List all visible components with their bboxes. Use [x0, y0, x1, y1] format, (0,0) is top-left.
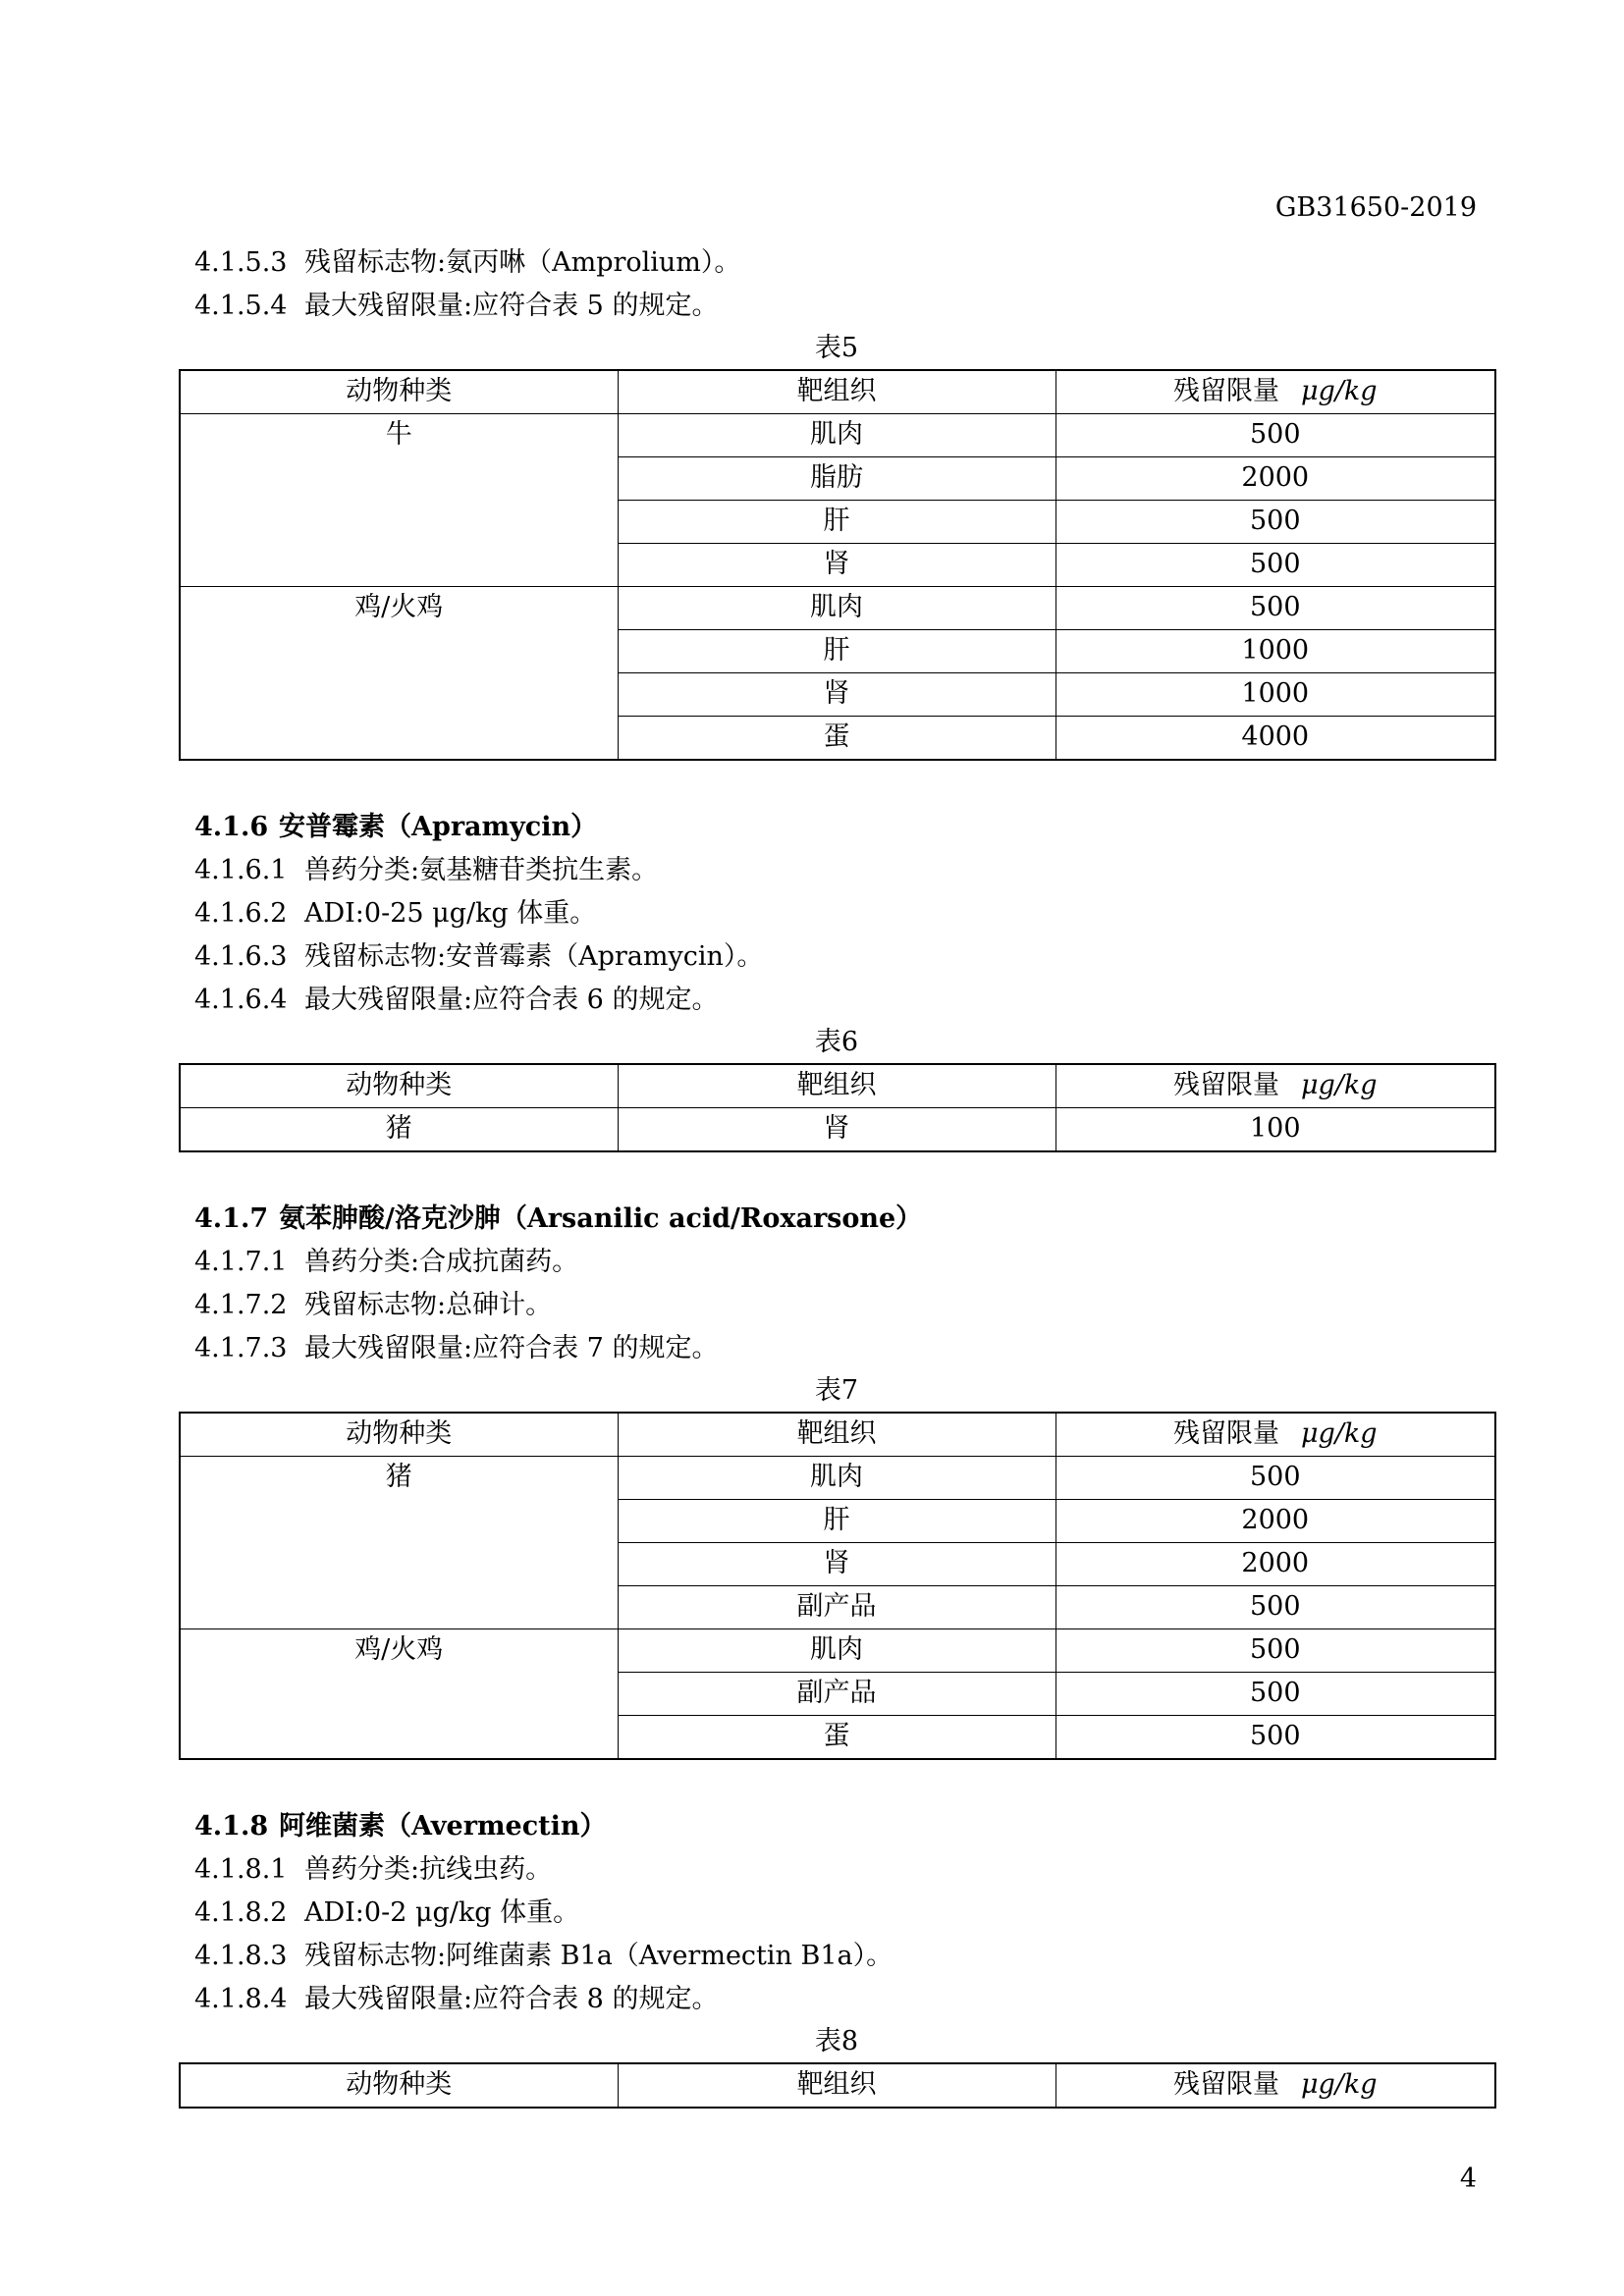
table-row [180, 1629, 1495, 1673]
clause-4-1-6-1: 4.1.6.1 兽药分类:氨基糖苷类抗生素。 [194, 855, 659, 885]
header-limit-unit: μg/kg [1300, 1418, 1378, 1449]
tissue-cell: 肌肉 [618, 1457, 1056, 1500]
tissue-cell: 副产品 [618, 1586, 1056, 1629]
limit-cell: 500 [1056, 587, 1495, 630]
header-limit [1056, 1064, 1495, 1108]
limit-cell: 500 [1056, 501, 1495, 544]
header-tissue: 靶组织 [618, 1064, 1056, 1108]
document-body [179, 241, 1494, 2109]
clause-4-1-7-3: 4.1.7.3 最大残留限量:应符合表 7 的规定。 [194, 1333, 719, 1363]
header-limit [1056, 370, 1495, 414]
tissue-cell: 肾 [618, 1543, 1056, 1586]
header-limit [1056, 1413, 1495, 1457]
residue-table-8 [179, 2062, 1496, 2109]
table-caption: 表7 [814, 1375, 859, 1406]
tissue-cell: 肌肉 [618, 1629, 1056, 1673]
animal-cell: 猪 [180, 1108, 618, 1152]
limit-cell: 500 [1056, 1716, 1495, 1760]
clause-4-1-8-2: 4.1.8.2 ADI:0-2 μg/kg 体重。 [194, 1897, 580, 1928]
section-heading-4-1-8: 4.1.8 阿维菌素（Avermectin） [194, 1811, 607, 1842]
limit-cell: 2000 [1056, 1500, 1495, 1543]
document-id: GB31650-2019 [1274, 192, 1477, 223]
tissue-cell: 肝 [618, 501, 1056, 544]
clause-4-1-6-2: 4.1.6.2 ADI:0-25 μg/kg 体重。 [194, 898, 597, 929]
header-row [180, 370, 1495, 414]
header-animal: 动物种类 [180, 1064, 618, 1108]
table-caption: 表6 [814, 1027, 859, 1057]
tissue-cell: 肾 [618, 673, 1056, 717]
tissue-cell: 肝 [618, 1500, 1056, 1543]
table-row [180, 1457, 1495, 1500]
tissue-cell: 肾 [618, 544, 1056, 587]
table-caption: 表8 [814, 2026, 859, 2056]
clause-4-1-5-4: 4.1.5.4 最大残留限量:应符合表 5 的规定。 [194, 291, 719, 321]
clause-4-1-6-3: 4.1.6.3 残留标志物:安普霉素（Apramycin）。 [194, 941, 764, 972]
limit-cell: 500 [1056, 544, 1495, 587]
header-tissue: 靶组织 [618, 370, 1056, 414]
clause-4-1-7-1: 4.1.7.1 兽药分类:合成抗菌药。 [194, 1247, 579, 1277]
header-tissue: 靶组织 [618, 2063, 1056, 2108]
residue-table-6 [179, 1063, 1496, 1152]
clause-4-1-5-3: 4.1.5.3 残留标志物:氨丙啉（Amprolium）。 [194, 247, 741, 278]
header-limit [1056, 2063, 1495, 2108]
clause-4-1-7-2: 4.1.7.2 残留标志物:总砷计。 [194, 1290, 553, 1320]
animal-cell: 猪 [180, 1457, 618, 1629]
header-limit-label: 残留限量 [1172, 1418, 1279, 1449]
animal-cell: 鸡/火鸡 [180, 587, 618, 761]
page-number: 4 [1459, 2163, 1477, 2194]
tissue-cell: 肌肉 [618, 414, 1056, 457]
header-row [180, 2063, 1495, 2108]
clause-4-1-8-4: 4.1.8.4 最大残留限量:应符合表 8 的规定。 [194, 1984, 719, 2014]
header-limit-unit: μg/kg [1300, 1070, 1378, 1100]
limit-cell: 500 [1056, 1586, 1495, 1629]
limit-cell: 4000 [1056, 717, 1495, 761]
limit-cell: 2000 [1056, 457, 1495, 501]
header-animal: 动物种类 [180, 370, 618, 414]
table-caption: 表5 [814, 333, 859, 363]
clause-4-1-8-1: 4.1.8.1 兽药分类:抗线虫药。 [194, 1854, 553, 1885]
table-row [180, 1108, 1495, 1152]
header-limit-unit: μg/kg [1300, 2069, 1378, 2100]
header-limit-label: 残留限量 [1172, 376, 1279, 406]
residue-table-7 [179, 1412, 1496, 1760]
limit-cell: 1000 [1056, 630, 1495, 673]
section-heading-4-1-6: 4.1.6 安普霉素（Apramycin） [194, 812, 598, 842]
animal-cell: 牛 [180, 414, 618, 587]
animal-cell: 鸡/火鸡 [180, 1629, 618, 1760]
tissue-cell: 肌肉 [618, 587, 1056, 630]
limit-cell: 100 [1056, 1108, 1495, 1152]
header-animal: 动物种类 [180, 2063, 618, 2108]
limit-cell: 500 [1056, 414, 1495, 457]
header-animal: 动物种类 [180, 1413, 618, 1457]
tissue-cell: 蛋 [618, 717, 1056, 761]
tissue-cell: 蛋 [618, 1716, 1056, 1760]
section-heading-4-1-7: 4.1.7 氨苯胂酸/洛克沙胂（Arsanilic acid/Roxarsone） [194, 1203, 923, 1234]
clause-4-1-8-3: 4.1.8.3 残留标志物:阿维菌素 B1a（Avermectin B1a）。 [194, 1941, 893, 1971]
limit-cell: 500 [1056, 1673, 1495, 1716]
header-limit-label: 残留限量 [1172, 2069, 1279, 2100]
table-row [180, 587, 1495, 630]
residue-table-5 [179, 369, 1496, 761]
header-row [180, 1413, 1495, 1457]
limit-cell: 500 [1056, 1457, 1495, 1500]
tissue-cell: 副产品 [618, 1673, 1056, 1716]
limit-cell: 2000 [1056, 1543, 1495, 1586]
limit-cell: 500 [1056, 1629, 1495, 1673]
header-tissue: 靶组织 [618, 1413, 1056, 1457]
tissue-cell: 肾 [618, 1108, 1056, 1152]
header-limit-unit: μg/kg [1300, 376, 1378, 406]
clause-4-1-6-4: 4.1.6.4 最大残留限量:应符合表 6 的规定。 [194, 985, 719, 1015]
header-row [180, 1064, 1495, 1108]
tissue-cell: 肝 [618, 630, 1056, 673]
limit-cell: 1000 [1056, 673, 1495, 717]
header-limit-label: 残留限量 [1172, 1070, 1279, 1100]
tissue-cell: 脂肪 [618, 457, 1056, 501]
table-row [180, 414, 1495, 457]
